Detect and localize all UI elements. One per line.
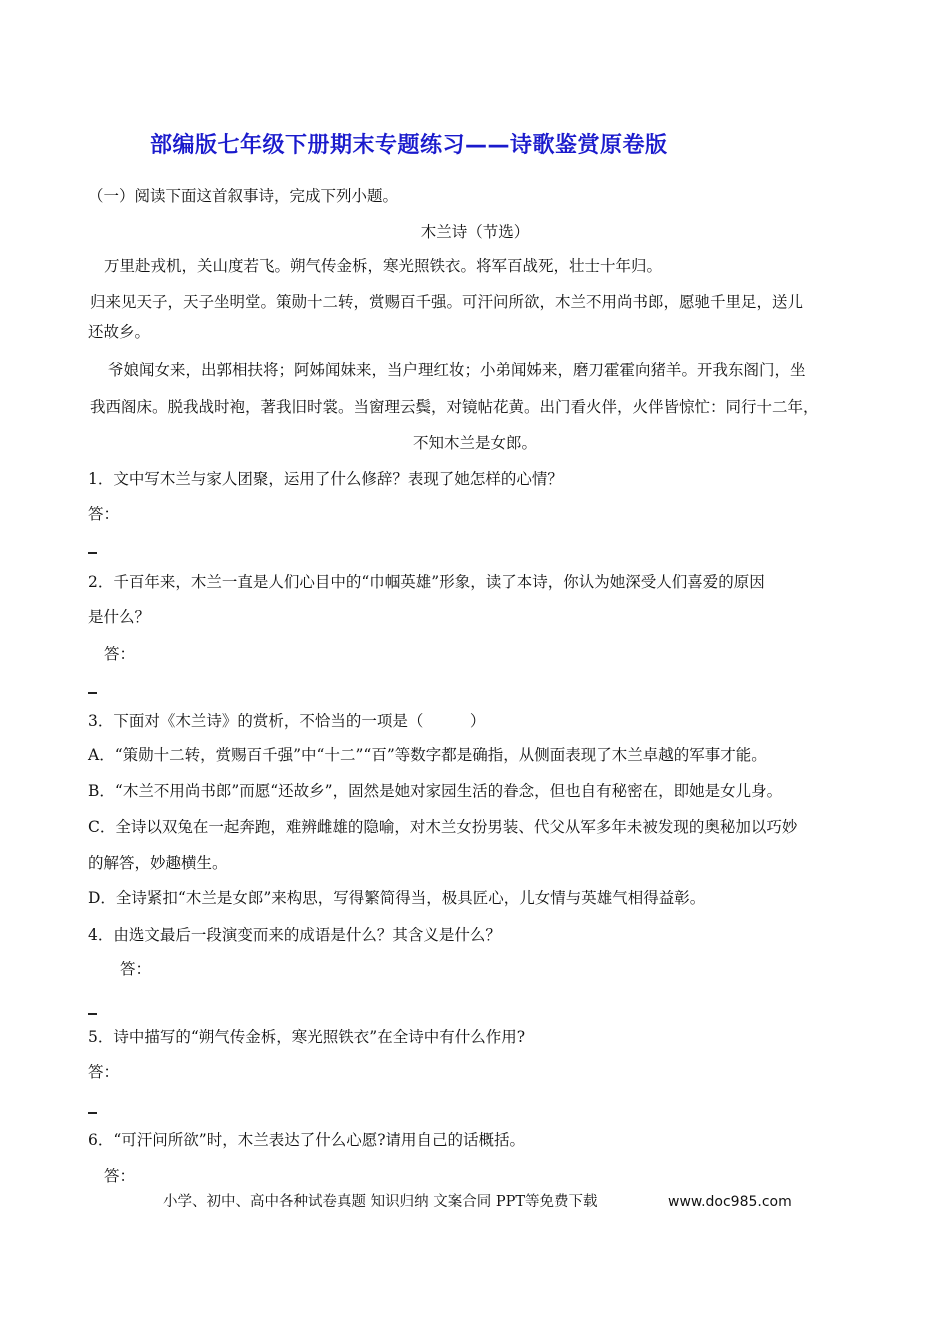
question-2-line-2: 是什么？: [88, 608, 151, 626]
footer-url[interactable]: www.doc985.com: [668, 1194, 792, 1210]
poem-heading: 木兰诗（节选）: [420, 223, 530, 241]
answer-line-5: [88, 1112, 97, 1114]
question-6: 6．“可汗问所欲”时，木兰表达了什么心愿?请用自己的话概括。: [88, 1131, 526, 1149]
question-2-line-1: 2．千百年来，木兰一直是人们心目中的“巾帼英雄”形象，读了本诗，你认为她深受人们喜爱的原因: [88, 573, 765, 591]
question-3-option-c-line-1: C．全诗以双兔在一起奔跑，难辨雌雄的隐喻，对木兰女扮男装、代父从军多年未被发现的奥秘加以巧妙: [88, 818, 798, 836]
answer-label-4: 答：: [120, 960, 152, 978]
answer-line-2: [88, 692, 97, 694]
poem-paragraph-2-line-2: 还故乡。: [88, 323, 151, 341]
page-title: 部编版七年级下册期末专题练习——诗歌鉴赏原卷版: [150, 133, 668, 158]
question-3-option-b: B．“木兰不用尚书郎”而愿“还故乡”，固然是她对家园生活的眷念，但也自有秘密在，即她是女儿身。: [88, 782, 783, 800]
question-3-option-a: A．“策勋十二转，赏赐百千强”中“十二”“百”等数字都是确指，从侧面表现了木兰卓越的军事才能。: [88, 746, 767, 764]
question-3: 3．下面对《木兰诗》的赏析，不恰当的一项是（ ）: [88, 712, 486, 730]
poem-paragraph-3-line-2: 我西阁床。脱我战时袍，著我旧时裳。当窗理云鬓，对镜帖花黄。出门看火伴，火伴皆惊忙：同行十二年，: [90, 398, 819, 416]
poem-paragraph-2-line-1: 归来见天子，天子坐明堂。策勋十二转，赏赐百千强。可汗问所欲，木兰不用尚书郎，愿驰千里足，送儿: [90, 293, 804, 311]
answer-label-6: 答：: [104, 1167, 136, 1185]
question-1: 1．文中写木兰与家人团聚，运用了什么修辞？表现了她怎样的心情？: [88, 470, 563, 488]
answer-line-4: [88, 1013, 97, 1015]
question-3-option-c-line-2: 的解答，妙趣横生。: [88, 854, 228, 872]
answer-label-5: 答：: [88, 1063, 120, 1081]
poem-paragraph-3-line-3: 不知木兰是女郎。: [412, 434, 537, 452]
answer-label-2: 答：: [104, 645, 136, 663]
answer-label-1: 答：: [88, 505, 120, 523]
question-5: 5．诗中描写的“朔气传金柝，寒光照铁衣”在全诗中有什么作用?: [88, 1028, 526, 1046]
question-3-option-d: D．全诗紧扣“木兰是女郎”来构思，写得繁简得当，极具匠心，儿女情与英雄气相得益彰。: [88, 889, 706, 907]
poem-paragraph-3-line-1: 爷娘闻女来，出郭相扶将；阿姊闻妹来，当户理红妆；小弟闻姊来，磨刀霍霍向猪羊。开我东阁门，坐: [108, 361, 806, 379]
footer-text: 小学、初中、高中各种试卷真题 知识归纳 文案合同 PPT等免费下载: [163, 1194, 598, 1210]
question-4: 4．由选文最后一段演变而来的成语是什么？其含义是什么？: [88, 926, 501, 944]
answer-line-1: [88, 552, 97, 554]
poem-paragraph-1: 万里赴戎机，关山度若飞。朔气传金柝，寒光照铁衣。将军百战死，壮士十年归。: [104, 257, 663, 275]
section-intro: （一）阅读下面这首叙事诗，完成下列小题。: [88, 187, 399, 205]
